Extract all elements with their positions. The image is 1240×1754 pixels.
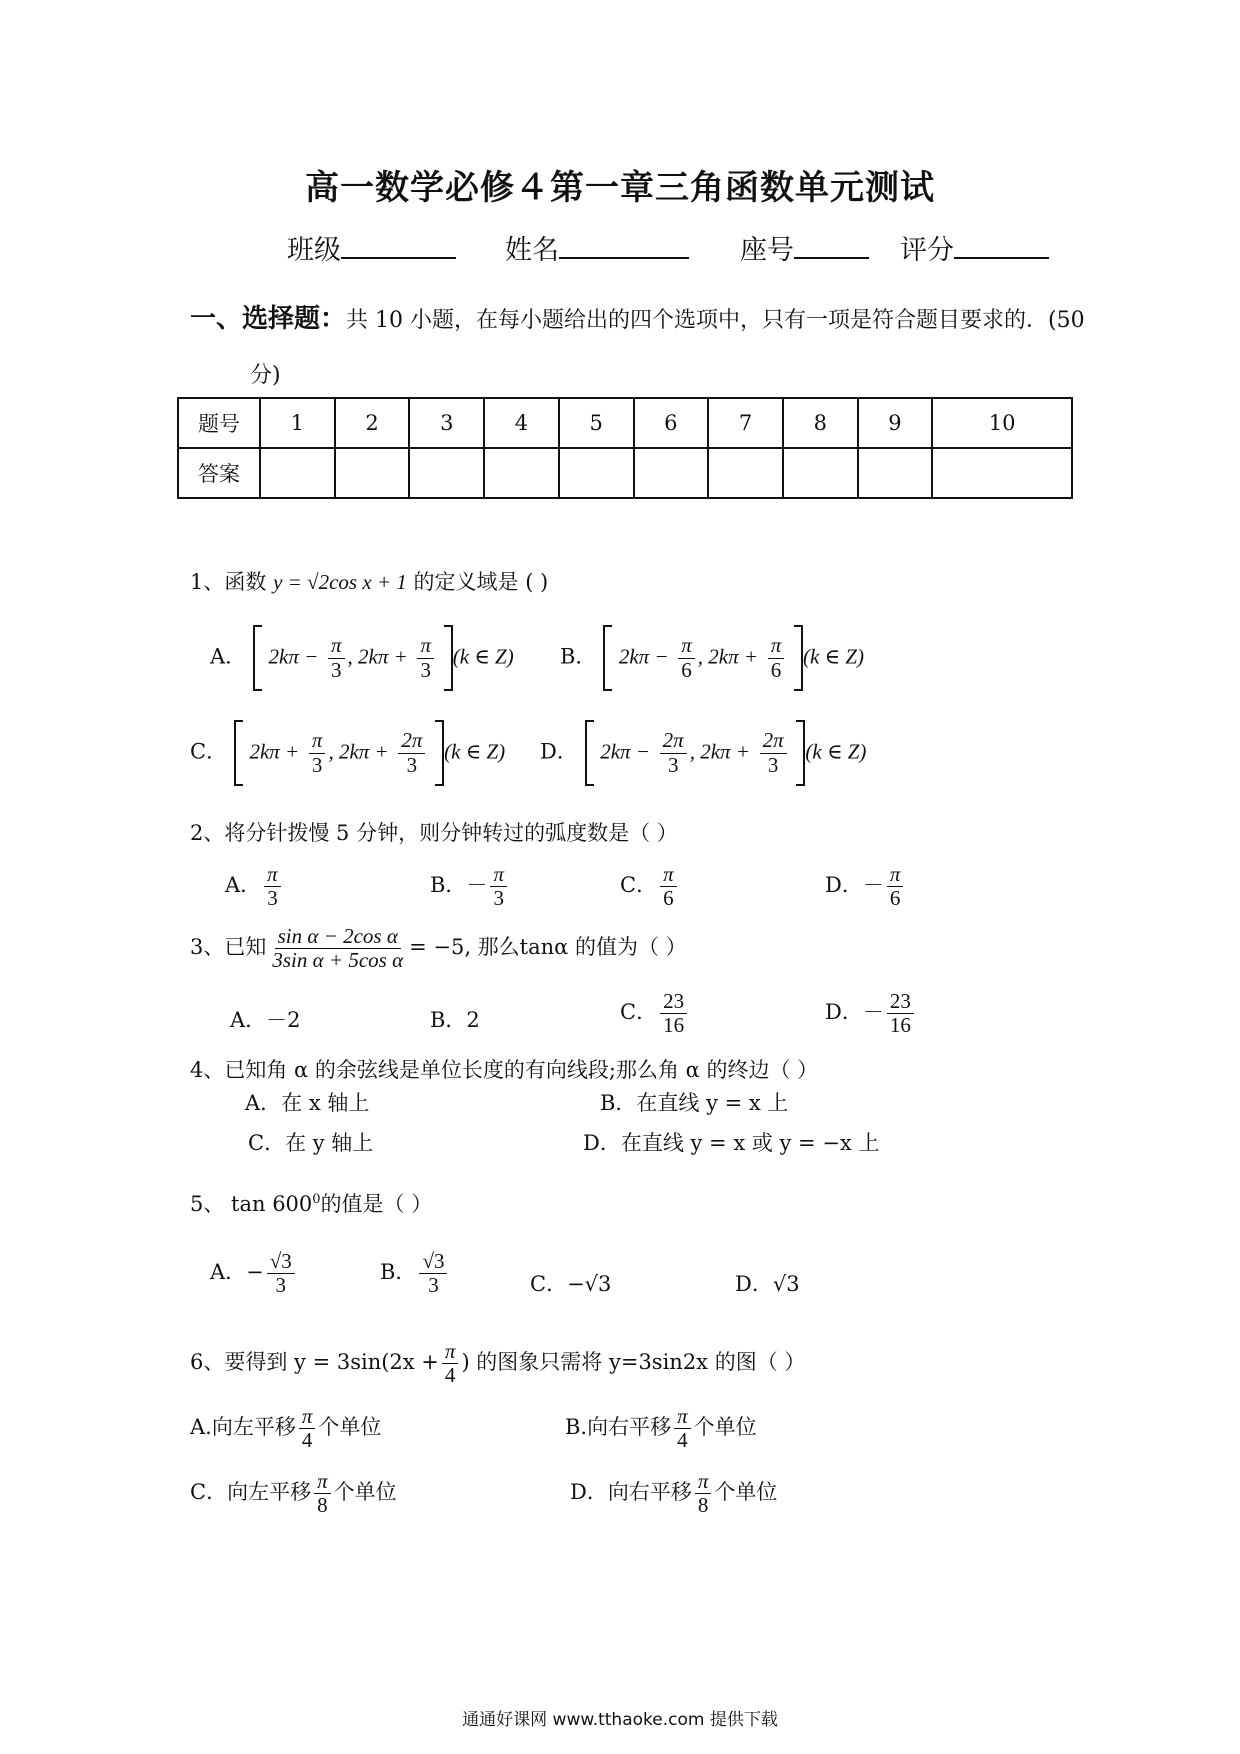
section-desc: 共 10 小题，在每小题给出的四个选项中，只有一项是符合题目要求的．(50 (346, 308, 1085, 333)
option-text: D．向右平移 (570, 1480, 692, 1505)
q4-option-a: A．在 x 轴上 (245, 1091, 370, 1115)
denominator: 3 (667, 752, 679, 777)
condition: (k ∈ Z) (805, 739, 867, 764)
q1-option-a (210, 625, 514, 691)
question-number: 7 (708, 398, 783, 448)
question-number: 5 (559, 398, 634, 448)
q6-option-c (190, 1470, 397, 1517)
fraction (660, 863, 677, 910)
section-desc-cont: 分) (250, 363, 281, 388)
option-label: C． (620, 1000, 658, 1025)
question-number: 1 (260, 398, 335, 448)
q2-option-c (620, 863, 680, 910)
denominator: 4 (677, 1428, 688, 1453)
answer-cell[interactable] (858, 448, 933, 498)
option-text: A.向左平移 (190, 1415, 296, 1440)
numerator: √3 (267, 1250, 295, 1274)
q3-suffix: = −5, 那么tanα 的值为（ ） (409, 935, 687, 960)
page-title: 高一数学必修４第一章三角函数单元测试 (305, 168, 935, 208)
left-bracket (253, 625, 262, 691)
answer-cell[interactable] (708, 448, 783, 498)
denominator: 3 (331, 657, 342, 682)
expr: 2kπ − (600, 739, 650, 764)
answer-cell[interactable] (335, 448, 410, 498)
q3-prefix: 3、已知 (190, 935, 267, 960)
left-bracket (603, 625, 612, 691)
denominator: 6 (681, 657, 692, 682)
q6-option-d (570, 1470, 777, 1517)
left-bracket (234, 720, 243, 786)
q6-prefix: 6、要得到 y = 3sin(2x + (190, 1350, 439, 1375)
q6-option-b (565, 1405, 757, 1452)
q4-option-d: D．在直线 y = x 或 y = −x 上 (583, 1131, 880, 1155)
numerator: 2π (660, 729, 687, 753)
class-blank[interactable] (341, 231, 456, 259)
table-row (178, 398, 1072, 448)
q1-expr: y = √2cos x + 1 (273, 570, 407, 594)
option-label: A． (210, 1260, 247, 1285)
class-field[interactable] (287, 228, 456, 267)
fraction (299, 1405, 316, 1452)
option-label: A． (210, 644, 247, 669)
q1-option-d (540, 720, 866, 786)
q3-option-c (620, 990, 690, 1037)
option-label: A． (225, 873, 262, 898)
expr: , 2kπ + (697, 644, 759, 669)
answer-cell[interactable] (559, 448, 634, 498)
section-heading (190, 298, 1085, 335)
fraction (264, 863, 281, 910)
q6-option-a (190, 1405, 381, 1452)
numerator: π (695, 1470, 712, 1494)
q4-option-c: C．在 y 轴上 (248, 1131, 374, 1155)
numerator: π (309, 729, 326, 753)
q2-option-d (825, 863, 906, 910)
option-label: B．－ (430, 873, 488, 898)
option-label: D．－ (825, 873, 884, 898)
option-text: C．向左平移 (190, 1480, 312, 1505)
question-4: 4、已知角 α 的余弦线是单位长度的有向线段;那么角 α 的终边（ ） (190, 1058, 819, 1082)
fraction (768, 634, 785, 681)
q4-option-b: B．在直线 y = x 上 (600, 1091, 789, 1115)
q5-option-b (380, 1250, 450, 1297)
numerator: π (490, 863, 507, 887)
table-row (178, 448, 1072, 498)
denominator: 4 (301, 1428, 313, 1453)
answer-cell[interactable] (409, 448, 484, 498)
denominator: 6 (663, 886, 674, 911)
fraction (660, 990, 687, 1037)
fraction (267, 1250, 295, 1297)
numerator: π (887, 863, 904, 887)
numerator: π (678, 634, 695, 658)
fraction (678, 634, 695, 681)
numerator: 2π (760, 729, 787, 753)
q2-option-a (225, 863, 284, 910)
denominator: 3 (420, 657, 431, 682)
numerator: √3 (419, 1250, 447, 1274)
question-number: 10 (932, 398, 1072, 448)
name-field[interactable] (505, 228, 689, 267)
condition: (k ∈ Z) (452, 644, 514, 669)
fraction (269, 925, 406, 972)
fraction (674, 1405, 691, 1452)
numerator: π (328, 634, 345, 658)
question-number: 4 (484, 398, 559, 448)
question-number: 6 (634, 398, 709, 448)
fraction (309, 729, 326, 776)
condition: (k ∈ Z) (444, 739, 506, 764)
option-text: B.向右平移 (565, 1415, 672, 1440)
question-2: 2、将分针拨慢 5 分钟，则分钟转过的弧度数是（ ） (190, 821, 678, 845)
fraction (398, 729, 425, 776)
option-text: 个单位 (318, 1415, 382, 1440)
fraction (660, 729, 687, 776)
numerator: sin α − 2cos α (275, 925, 401, 949)
denominator: 4 (444, 1363, 456, 1388)
denominator: 3 (311, 752, 323, 777)
class-label: 班级 (287, 235, 341, 266)
name-blank[interactable] (559, 231, 689, 259)
denominator: 3sin α + 5cos α (272, 948, 404, 973)
seat-field[interactable] (740, 228, 869, 267)
fraction (760, 729, 787, 776)
question-1 (190, 566, 548, 596)
q3-option-a: A．－2 (230, 1008, 301, 1032)
expr: , 2kπ + (347, 644, 408, 669)
answer-table (177, 397, 1073, 499)
right-bracket (444, 625, 453, 691)
numerator: π (674, 1405, 691, 1429)
q5-superscript: 0 (312, 1192, 321, 1207)
seat-label: 座号 (740, 235, 794, 266)
q1-option-b (560, 625, 864, 691)
numerator: π (660, 863, 677, 887)
fraction (328, 634, 345, 681)
fraction (490, 863, 507, 910)
denominator: 3 (767, 752, 779, 777)
answer-cell[interactable] (634, 448, 709, 498)
question-5 (190, 1188, 432, 1218)
option-label: C． (190, 739, 228, 764)
option-label: D．－ (825, 1000, 884, 1025)
option-label: B． (380, 1260, 417, 1285)
fraction (417, 634, 434, 681)
q5-option-d: D．√3 (735, 1272, 800, 1296)
numerator: π (442, 1340, 459, 1364)
option-label: D． (540, 739, 578, 764)
score-label: 评分 (900, 235, 954, 266)
option-text: 个单位 (714, 1480, 778, 1505)
fraction (887, 863, 904, 910)
numerator: π (417, 634, 434, 658)
row-label: 题号 (178, 398, 260, 448)
question-number: 8 (783, 398, 858, 448)
question-number: 2 (335, 398, 410, 448)
q3-option-d (825, 990, 917, 1037)
option-text: 个单位 (693, 1415, 757, 1440)
numerator: 23 (887, 990, 914, 1014)
q3-option-b: B．2 (430, 1008, 480, 1032)
condition: (k ∈ Z) (802, 644, 864, 669)
numerator: π (299, 1405, 316, 1429)
option-text: 个单位 (333, 1480, 397, 1505)
answer-cell[interactable] (484, 448, 559, 498)
name-label: 姓名 (505, 235, 559, 266)
fraction (695, 1470, 712, 1517)
left-bracket (585, 720, 594, 786)
q1-prefix: 1、函数 (190, 570, 267, 594)
expr: 2kπ − (268, 644, 319, 669)
q6-suffix: ) 的图象只需将 y=3sin2x 的图（ ） (461, 1350, 806, 1375)
score-field[interactable] (900, 228, 1049, 267)
q2-option-b (430, 863, 510, 910)
expr: 2kπ + (249, 739, 300, 764)
denominator: 3 (493, 886, 504, 911)
fraction (314, 1470, 331, 1517)
right-bracket (435, 720, 444, 786)
denominator: 16 (663, 1013, 685, 1038)
denominator: 6 (770, 657, 782, 682)
q5-suffix: 的值是（ ） (320, 1192, 433, 1216)
answer-cell[interactable] (783, 448, 858, 498)
expr: 2kπ − (618, 644, 669, 669)
answer-cell[interactable] (932, 448, 1072, 498)
section-title: 一、选择题： (190, 304, 347, 334)
numerator: π (314, 1470, 331, 1494)
q5-option-c: C．−√3 (530, 1272, 612, 1296)
q5-option-a: A．− $\frac{√3}{3}$ (210, 1250, 298, 1297)
row-label: 答案 (178, 448, 260, 498)
question-number: 3 (409, 398, 484, 448)
denominator: 16 (889, 1013, 911, 1038)
q5-prefix: 5、 tan 600 (190, 1192, 313, 1216)
denominator: 3 (275, 1273, 287, 1298)
footer-text: 通通好课网 www.tthaoke.com 提供下载 (462, 1710, 778, 1730)
question-6 (190, 1340, 805, 1387)
denominator: 3 (428, 1273, 439, 1298)
right-bracket (794, 625, 803, 691)
score-blank[interactable] (954, 231, 1049, 259)
denominator: 8 (697, 1493, 709, 1518)
expr: , 2kπ + (689, 739, 750, 764)
fraction (887, 990, 914, 1037)
denominator: 6 (889, 886, 901, 911)
denominator: 3 (267, 886, 278, 911)
numerator: 23 (660, 990, 687, 1014)
question-3 (190, 925, 687, 972)
question-number: 9 (858, 398, 933, 448)
option-label: B． (560, 644, 597, 669)
option-label: C． (620, 873, 658, 898)
numerator: π (768, 634, 785, 658)
answer-cell[interactable] (260, 448, 335, 498)
fraction (442, 1340, 459, 1387)
q1-suffix: 的定义域是 ( ) (413, 570, 549, 594)
fraction (419, 1250, 447, 1297)
denominator: 8 (317, 1493, 328, 1518)
numerator: π (264, 863, 281, 887)
seat-blank[interactable] (794, 231, 869, 259)
denominator: 3 (406, 752, 418, 777)
q1-option-c (190, 720, 505, 786)
numerator: 2π (398, 729, 425, 753)
expr: , 2kπ + (328, 739, 389, 764)
